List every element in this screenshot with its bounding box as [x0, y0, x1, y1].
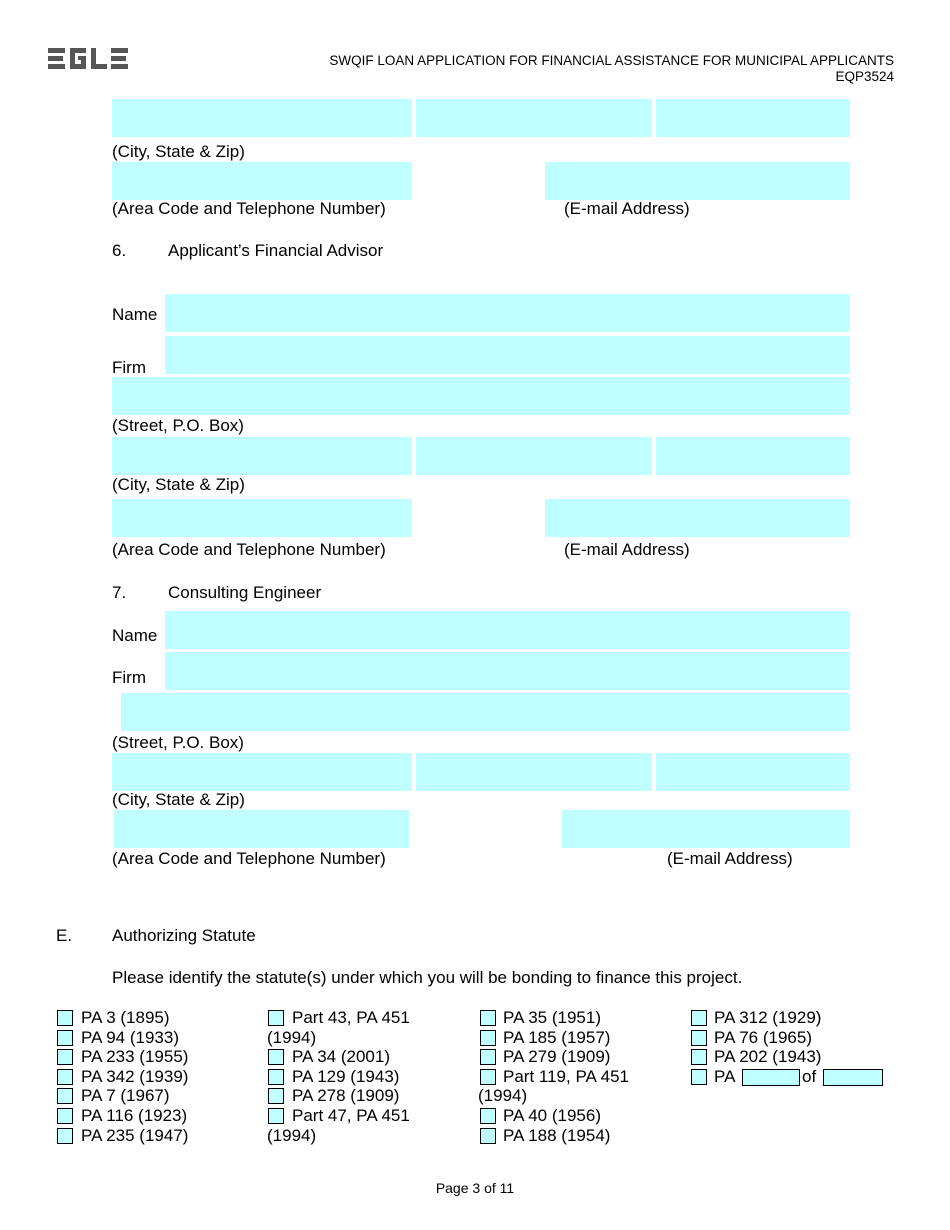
s7-phone-label: (Area Code and Telephone Number)	[112, 849, 386, 868]
statute-label: PA 278 (1909)	[292, 1086, 400, 1105]
s6-email-label: (E-mail Address)	[564, 540, 690, 559]
cb-pa-other[interactable]	[691, 1069, 707, 1085]
cb-pa-40-1956[interactable]	[480, 1108, 496, 1124]
statute-label: Part 47, PA 451	[292, 1106, 410, 1125]
s5-zip-field[interactable]	[656, 99, 850, 137]
s7-city-field[interactable]	[112, 753, 412, 791]
s7-title: Consulting Engineer	[168, 583, 322, 602]
s7-name-field[interactable]	[165, 611, 850, 649]
statute-label: PA 76 (1965)	[714, 1028, 812, 1047]
s5-email-label: (E-mail Address)	[564, 199, 690, 218]
sE-instruction: Please identify the statute(s) under which you will be bonding to finance this project.	[112, 968, 743, 987]
s7-street-label: (Street, P.O. Box)	[112, 733, 244, 752]
cb-pa-233-1955[interactable]	[57, 1049, 73, 1065]
statute-label: PA 235 (1947)	[81, 1126, 189, 1145]
s6-city-field[interactable]	[112, 437, 412, 475]
sE-title: Authorizing Statute	[112, 926, 256, 945]
statute-label: PA 188 (1954)	[503, 1126, 611, 1145]
statute-label: PA 40 (1956)	[503, 1106, 601, 1125]
statute-label-cont: (1994)	[267, 1028, 317, 1047]
cb-pa-7-1967[interactable]	[57, 1088, 73, 1104]
cb-pa-279-1909[interactable]	[480, 1049, 496, 1065]
cb-pa-235-1947[interactable]	[57, 1128, 73, 1144]
statute-label: PA 34 (2001)	[292, 1047, 390, 1066]
s5-email-field[interactable]	[545, 162, 850, 200]
s7-name-label: Name	[112, 626, 158, 645]
other-pa-year-field[interactable]	[823, 1069, 883, 1086]
other-pa-number-field[interactable]	[742, 1069, 800, 1086]
other-pa-label: PA	[714, 1067, 736, 1086]
other-of-label: of	[802, 1067, 817, 1086]
s7-firm-field[interactable]	[165, 652, 850, 690]
s5-state-field[interactable]	[416, 99, 652, 137]
s7-zip-field[interactable]	[656, 753, 850, 791]
cb-pa-3-1895[interactable]	[57, 1010, 73, 1026]
statute-label: PA 7 (1967)	[81, 1086, 170, 1105]
cb-pa-34-2001[interactable]	[268, 1049, 284, 1065]
s6-title: Applicant’s Financial Advisor	[168, 241, 384, 260]
statute-label-cont: (1994)	[267, 1126, 317, 1145]
statute-label: Part 119, PA 451	[503, 1067, 630, 1086]
s5-phone-label: (Area Code and Telephone Number)	[112, 199, 386, 218]
form-title: SWQIF LOAN APPLICATION FOR FINANCIAL ASSISTANCE FOR MUNICIPAL APPLICANTS	[329, 53, 894, 68]
s6-zip-field[interactable]	[656, 437, 850, 475]
s6-city-label: (City, State & Zip)	[112, 475, 245, 494]
s5-phone-field[interactable]	[112, 162, 412, 200]
s6-phone-field[interactable]	[112, 499, 412, 537]
s7-number: 7.	[112, 583, 127, 602]
s6-phone-label: (Area Code and Telephone Number)	[112, 540, 386, 559]
cb-pa-129-1943[interactable]	[268, 1069, 284, 1085]
s7-state-field[interactable]	[416, 753, 652, 791]
statute-label: PA 94 (1933)	[81, 1028, 179, 1047]
cb-pa-116-1923[interactable]	[57, 1108, 73, 1124]
cb-pa-35-1951[interactable]	[480, 1010, 496, 1026]
s7-email-label: (E-mail Address)	[667, 849, 793, 868]
s6-street-label: (Street, P.O. Box)	[112, 416, 244, 435]
cb-pa-94-1933[interactable]	[57, 1030, 73, 1046]
statute-label-cont: (1994)	[478, 1086, 528, 1105]
cb-pa-278-1909[interactable]	[268, 1088, 284, 1104]
cb-pa-185-1957[interactable]	[480, 1030, 496, 1046]
cb-pa-202-1943[interactable]	[691, 1049, 707, 1065]
form-number: EQP3524	[835, 69, 894, 84]
cb-pa-188-1954[interactable]	[480, 1128, 496, 1144]
statute-label: PA 185 (1957)	[503, 1028, 611, 1047]
s6-street-field[interactable]	[112, 377, 850, 415]
cb-part-43-pa-451[interactable]	[268, 1010, 284, 1026]
cb-pa-76-1965[interactable]	[691, 1030, 707, 1046]
s7-email-field[interactable]	[562, 810, 850, 848]
s6-number: 6.	[112, 241, 127, 260]
s6-firm-field[interactable]	[165, 336, 850, 374]
statute-label: PA 116 (1923)	[81, 1106, 188, 1125]
cb-pa-312-1929[interactable]	[691, 1010, 707, 1026]
s6-name-label: Name	[112, 305, 158, 324]
s7-city-label: (City, State & Zip)	[112, 790, 245, 809]
cb-pa-342-1939[interactable]	[57, 1069, 73, 1085]
s7-phone-field[interactable]	[114, 810, 409, 848]
s5-city-label: (City, State & Zip)	[112, 142, 245, 161]
form-header	[329, 53, 894, 85]
egle-logo	[48, 46, 128, 72]
statute-label: PA 279 (1909)	[503, 1047, 611, 1066]
statute-label: PA 129 (1943)	[292, 1067, 400, 1086]
s6-name-field[interactable]	[165, 294, 850, 332]
s6-state-field[interactable]	[416, 437, 652, 475]
statute-label: PA 202 (1943)	[714, 1047, 822, 1066]
page-number: Page 3 of 11	[435, 1180, 515, 1196]
s5-city-field[interactable]	[112, 99, 412, 137]
cb-part-119-pa-451[interactable]	[480, 1069, 496, 1085]
statute-label: PA 233 (1955)	[81, 1047, 189, 1066]
s6-email-field[interactable]	[545, 499, 850, 537]
statute-label: PA 342 (1939)	[81, 1067, 189, 1086]
cb-part-47-pa-451[interactable]	[268, 1108, 284, 1124]
s6-firm-label: Firm	[112, 358, 146, 377]
statute-label: Part 43, PA 451	[292, 1008, 410, 1027]
statute-label: PA 3 (1895)	[81, 1008, 170, 1027]
s7-firm-label: Firm	[112, 668, 146, 687]
sE-letter: E.	[56, 926, 73, 945]
s7-street-field[interactable]	[121, 693, 850, 731]
statute-label: PA 312 (1929)	[714, 1008, 822, 1027]
statute-label: PA 35 (1951)	[503, 1008, 601, 1027]
